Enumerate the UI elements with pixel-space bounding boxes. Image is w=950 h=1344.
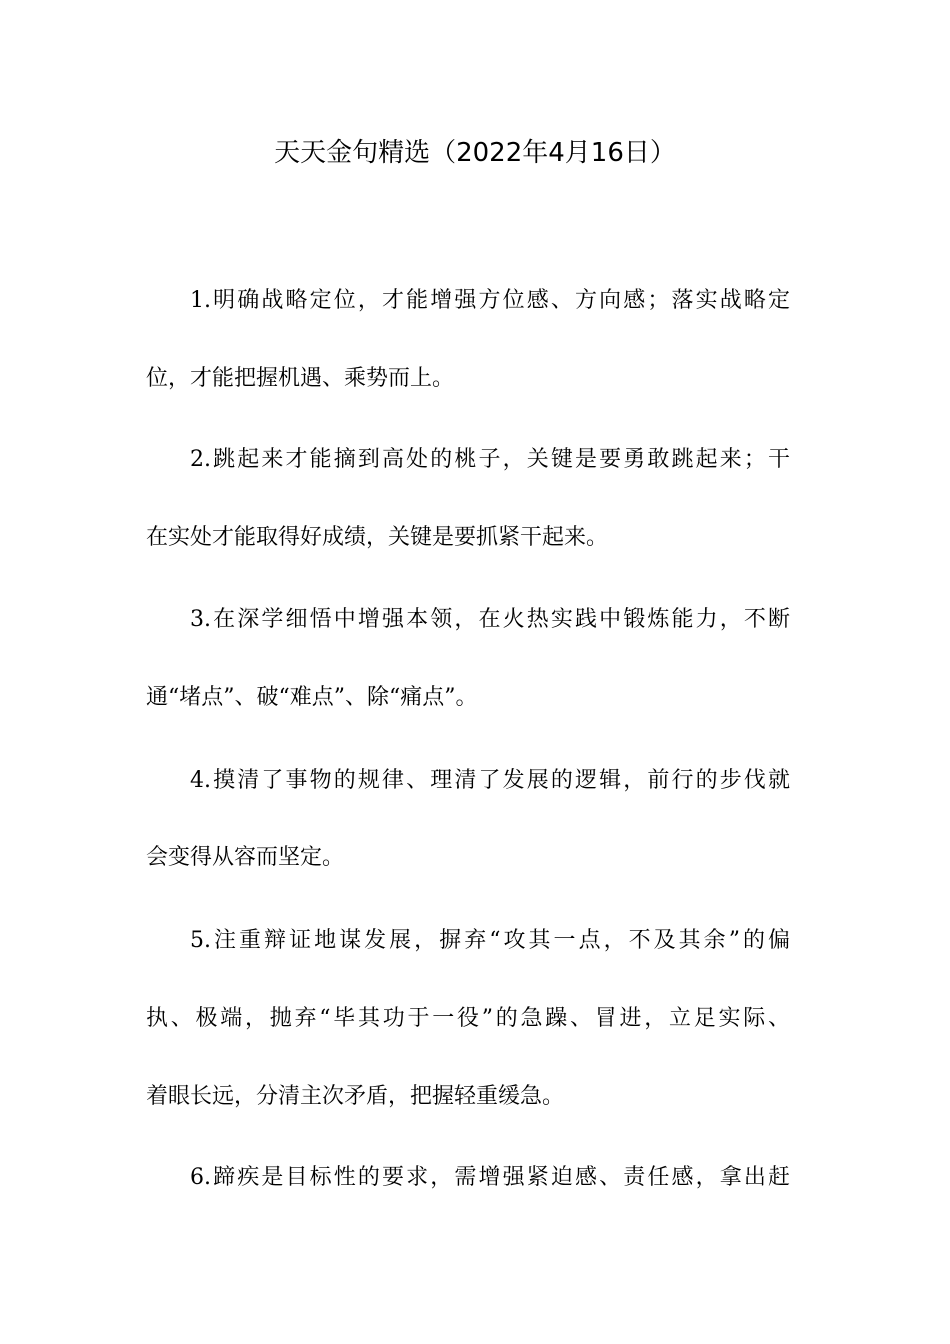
paragraph-5-line-1: 5.注重辩证地谋发展，摒弃“攻其一点，不及其余”的偏 [190,928,790,953]
paragraph-5-line-2: 执、极端，抛弃“毕其功于一役”的急躁、冒进，立足实际、 [146,1006,790,1031]
paragraph-4-line-1: 4.摸清了事物的规律、理清了发展的逻辑，前行的步伐就 [190,768,790,793]
document-title: 天天金句精选（2022年4月16日） [274,138,676,168]
paragraph-1-line-1: 1.明确战略定位，才能增强方位感、方向感；落实战略定 [190,288,790,313]
paragraph-3-line-1: 3.在深学细悟中增强本领，在火热实践中锻炼能力，不断 [190,607,790,632]
paragraph-3-line-2: 通“堵点”、破“难点”、除“痛点”。 [146,685,478,710]
paragraph-2-line-2: 在实处才能取得好成绩，关键是要抓紧干起来。 [146,525,609,550]
paragraph-6-line-1: 6.蹄疾是目标性的要求，需增强紧迫感、责任感，拿出赶 [190,1165,790,1190]
paragraph-4-line-2: 会变得从容而坚定。 [146,845,345,870]
paragraph-2-line-1: 2.跳起来才能摘到高处的桃子，关键是要勇敢跳起来；干 [190,447,790,472]
paragraph-5-line-3: 着眼长远，分清主次矛盾，把握轻重缓急。 [146,1084,565,1109]
paragraph-1-line-2: 位，才能把握机遇、乘势而上。 [146,366,455,391]
